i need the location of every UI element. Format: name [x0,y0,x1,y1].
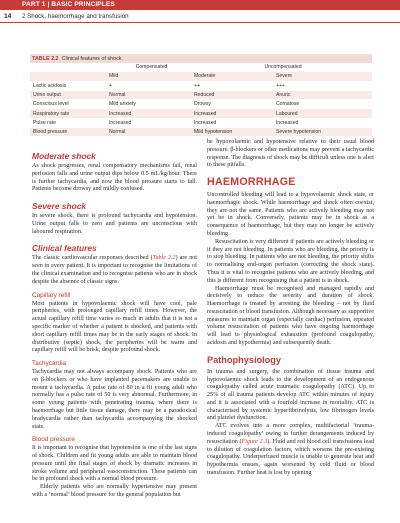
col-moderate: Moderate [194,73,216,80]
group-compensated: Compensated [135,64,168,71]
table-row: Conscious level Mild anxiety Drowsy Comatose [30,100,372,109]
group-uncompensated: Uncompensated [264,64,302,71]
clinical-features-table [30,54,372,137]
paragraph: Elderly patients who are normally hypertensive may present with a ‘normal’ blood pressure for the general population but [32,484,197,498]
heading-pathophysiology: Pathophysiology [207,354,282,365]
paragraph: Most patients in hypovolaemic shock will have cool, pale peripheries, with prolonged capillary refill times. However, the actual capillary refill time varies so much in adults that it is not a specific marker of whether a patient is shocked, and patients with short capillary refill times may be in the early stages of shock. In distributive (septic) shock, the peripheries will be warm and capillary refill will be brisk, despite profound shock. [32,300,197,354]
col-severe: Severe [276,73,293,80]
table-caption [30,54,372,63]
paragraph: be hypovolaemic and hypotensive relative to their usual blood pressure. β-blockers or other medications may prevent a tachycardic response. The diagnosis of shock may be difficult unless one is alert to these pitfalls. [207,139,374,169]
paragraph: ATC evolves into a more complex, multifactorial ‘trauma-induced coagulopathy’ owing to further derangements induced by resuscitation (Figure 2.3). Fluid and red blood cell transfusions lead to dilution of coagulation factors, which worsens the pre-existing coagulopathy. Underperfused muscle is unable to generate heat and hypothermia ensues, again worsened by cold fluid or blood transfusion. Further heat is lost by opening [207,423,374,476]
right-column [207,139,374,478]
part-title: PART 1 | BASIC PRINCIPLES [22,1,115,8]
table-row: Urine output Normal Reduced Anuric [30,91,372,100]
table-title: Clinical features of shock. [61,55,123,62]
chapter-title: 2 Shock, haemorrhage and transfusion [22,12,129,20]
paragraph: It is important to recognise that hypotension is one of the last signs of shock. Children and fit young adults are able to maintain blood pressure until the final stages of shock by dramatic increases in stroke volume and peripheral vasoconstriction. These patients can be in profound shock with a normal blood pressure. [32,445,197,483]
page-number: 14 [4,12,12,20]
left-column [32,139,197,500]
heading-haemorrhage: HAEMORRHAGE [207,176,296,189]
heading-moderate-shock: Moderate shock [32,151,96,161]
table-reference-link[interactable]: Table 2.2 [152,255,176,262]
paragraph: The classic cardiovascular responses described (Table 2.2) are not seen in every patient. It is important to recognise the limitations of the clinical examination and to recognise patients who are in shock despite the absence of classic signs. [32,255,197,285]
paragraph: As shock progresses, renal compensatory mechanisms fail, renal perfusion falls and urine output dips below 0.5 mL/kg/hour. There is further tachycardia, and now the blood pressure starts to fall. Patients become drowsy and mildly confused. [32,163,197,193]
table-sub-header [30,72,372,81]
table-row: Lactic acidosis + ++ +++ [30,82,372,91]
paragraph: Resuscitation is very different if patients are actively bleeding or if they are not bleeding. In patients who are bleeding, the priority is to stop bleeding. In patients who are not bleeding, the priority shifts to normalising end-organ perfusion (correcting the shock state). Thus it is vital to recognise patients who are actively bleeding, and this is different from recognising that a patient is in shock. [207,238,374,284]
figure-reference-link[interactable]: Figure 2.3 [241,438,268,445]
table-row: Pulse rate Increased Increased Increased [30,119,372,128]
heading-tachycardia: Tachycardia [32,360,67,368]
paragraph: Tachycardia may not always accompany shock. Patients who are on β-blockers or who have implanted pacemakers are unable to mount a tachycardia. A pulse rate of 80 in a fit young adult who normally has a pulse rate of 50 is very abnormal. Furthermore, in some young patients with penetrating trauma, where there is haemorrhage but little tissue damage, there may be a paradoxical bradycardia rather than tachycardia accompanying the shocked state. [32,369,197,430]
table-row: Blood pressure Normal Mild hypotension Severe hypotension [30,128,372,137]
table-group-header [30,63,372,72]
col-mild: Mild [109,73,119,80]
heading-capillary-refill: Capillary refill [32,291,71,299]
header-rule [0,22,400,23]
heading-blood-pressure: Blood pressure [32,436,75,444]
table-label: TABLE 2.2 [32,55,59,62]
heading-clinical-features: Clinical features [32,243,97,254]
paragraph: Uncontrolled bleeding will lead to a hypovolaemic shock state, or haemorrhagic shock. While haemorrhage and shock often coexist, they are not the same. Patients who are actively bleeding may not yet be in shock. Conversely, patients may be in shock as a consequence of haemorrhage, but they may no longer be actively bleeding. [207,192,374,238]
paragraph: In trauma and surgery, the combination of tissue trauma and hypovolaemic shock leads to the development of an endogenous coagulopathy called acute traumatic coagulopathy (ATC). Up to 25% of all trauma patients develop ATC within minutes of injury and it is associated with a fourfold increase in mortality. ATC is characterised by systemic hyperfibrinolysis, low fibrinogen levels and platelet dysfunction. [207,368,374,422]
paragraph: Haemorrhage must be recognised and managed rapidly and decisively to reduce the severity and duration of shock. Haemorrhage is treated by arresting the bleeding – not by fluid resuscitation or blood transfusion. Although necessary as supportive measures to maintain organ (especially cardiac) perfusion, repeated volume resuscitation of patients who have ongoing haemorrhage will lead to physiological exhaustion (profound coagulopathy, acidosis and hypothermia) and subsequently death. [207,285,374,346]
heading-severe-shock: Severe shock [32,201,87,212]
paragraph: In severe shock, there is profound tachycardia and hypotension. Urine output falls to zero and patients are unconscious with laboured respiration. [32,213,197,235]
table-row: Respiratory rate Increased Increased Laboured [30,109,372,118]
